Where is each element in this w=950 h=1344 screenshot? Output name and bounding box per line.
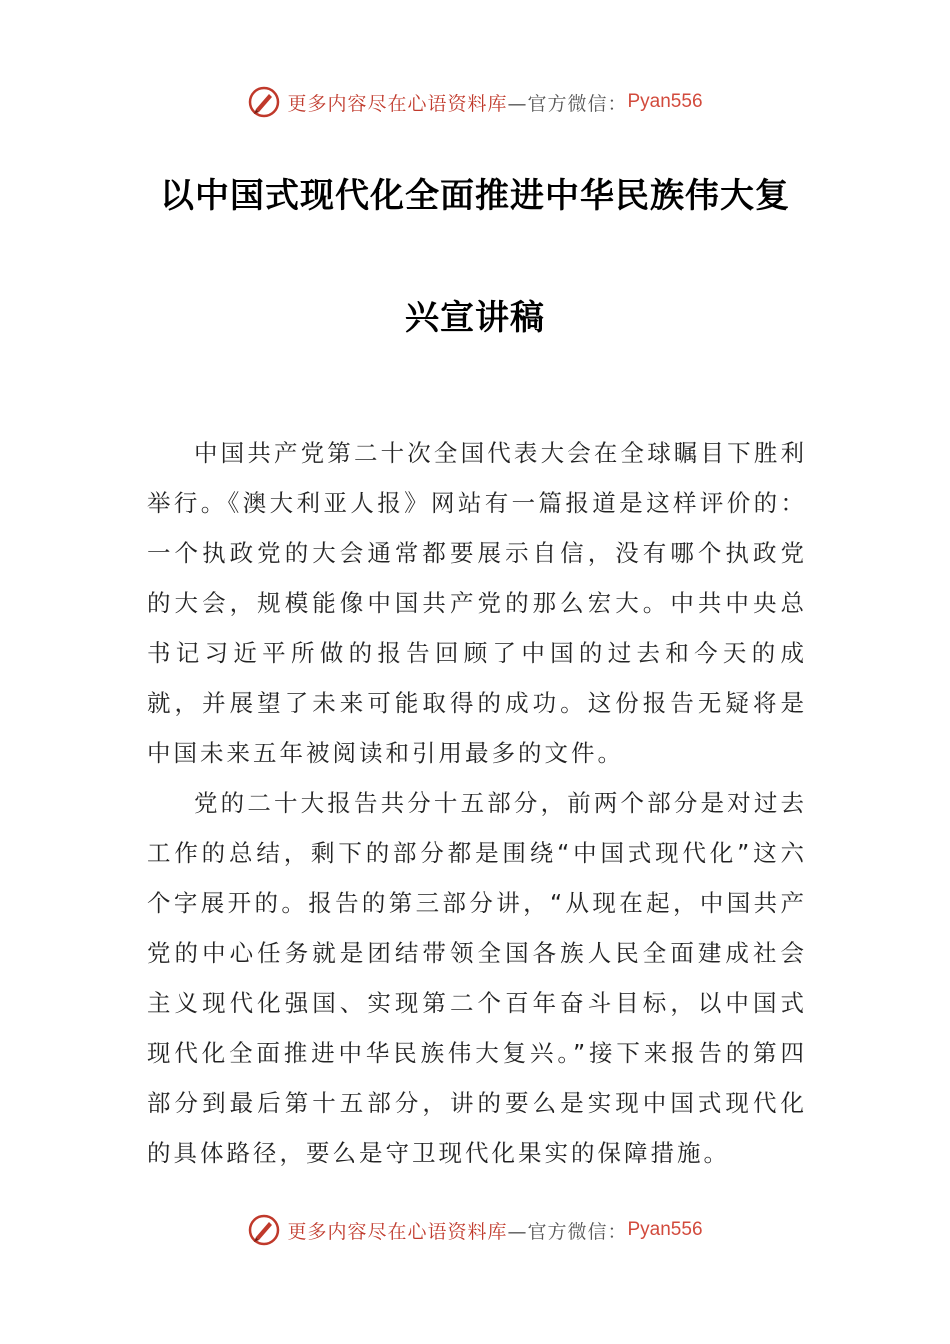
document-body — [147, 428, 807, 1178]
paragraph: 党的二十大报告共分十五部分，前两个部分是对过去工作的总结，剩下的部分都是围绕“中国式现代化”这六个字展开的。报告的第三部分讲，“从现在起，中国共产党的中心任务就是团结带领全国各族人民全面建成社会主义现代化强国、实现第二个百年奋斗目标，以中国式现代化全面推进中华民族伟大复兴。”接下来报告的第四部分到最后第十五部分，讲的要么是实现中国式现代化的具体路径，要么是守卫现代化果实的保障措施。 — [147, 789, 807, 1167]
header-banner — [0, 82, 950, 122]
banner-title: 更多内容尽在心语资料库 — [287, 1220, 508, 1243]
banner-subtitle: —官方微信： — [507, 92, 628, 115]
banner-wechat-id: Pyan556 — [627, 91, 703, 112]
paragraph: 中国共产党第二十次全国代表大会在全球瞩目下胜利举行。《澳大利亚人报》网站有一篇报道是这样评价的：一个执政党的大会通常都要展示自信，没有哪个执政党的大会，规模能像中国共产党的那么宏大。中共中央总书记习近平所做的报告回顾了中国的过去和今天的成就，并展望了未来可能取得的成功。这份报告无疑将是中国未来五年被阅读和引用最多的文件。 — [147, 439, 807, 767]
banner-wechat-id: Pyan556 — [627, 1219, 703, 1240]
footer-banner — [0, 1210, 950, 1250]
banner-subtitle: —官方微信： — [507, 1220, 628, 1243]
document-title-line-1: 以中国式现代化全面推进中华民族伟大复 — [160, 176, 790, 216]
document-title-line-2: 兴宣讲稿 — [405, 298, 545, 338]
banner-title: 更多内容尽在心语资料库 — [287, 92, 508, 115]
pen-logo-icon — [247, 1213, 281, 1247]
pen-logo-icon — [247, 85, 281, 119]
